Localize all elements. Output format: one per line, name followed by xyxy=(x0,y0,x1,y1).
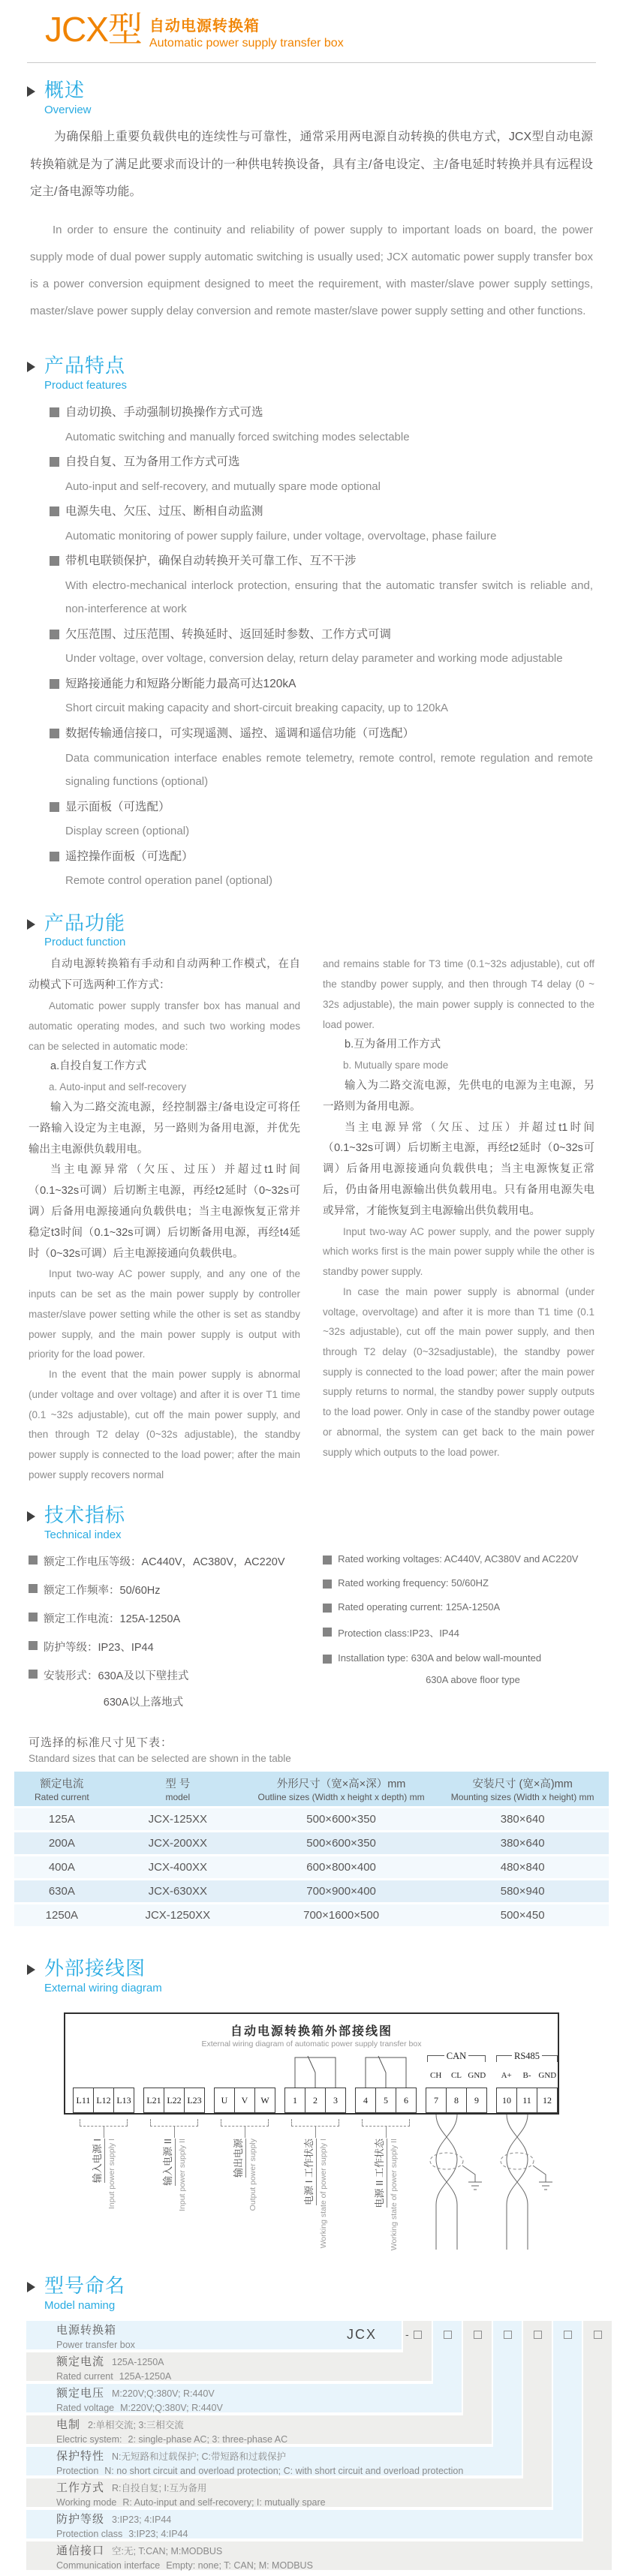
terminal: W xyxy=(254,2088,275,2113)
technical-text: 防护等级：IP23、IP44 xyxy=(44,1642,154,1655)
technical-item xyxy=(323,1625,594,1640)
table-intro-zh: 可选择的标准尺寸见下表： xyxy=(29,1736,173,1750)
feature-item xyxy=(50,672,593,697)
terminal-group-state2 xyxy=(355,2088,417,2113)
header-zh: 外形尺寸（宽×高×深）mm xyxy=(276,1778,406,1791)
cell-model: JCX-1250XX xyxy=(110,1904,246,1927)
header-en: model xyxy=(165,1792,191,1803)
model-code-box-icon xyxy=(594,2331,602,2339)
naming-desc-zh: 125A-1250A xyxy=(112,2357,164,2368)
wiring-label-en: Input power supply II xyxy=(178,2139,188,2212)
wiring-label-en: Working state of power supply II xyxy=(390,2139,399,2251)
bullet-square-icon xyxy=(50,407,59,417)
naming-desc-en: 125A-1250A xyxy=(119,2370,172,2382)
header-zh: 额定电流 xyxy=(40,1778,84,1791)
section-titles xyxy=(44,355,127,392)
feature-item xyxy=(50,500,593,525)
cell-model: JCX-200XX xyxy=(110,1832,246,1856)
table-row xyxy=(14,1808,609,1832)
naming-desc-zh: M:220V;Q:380V; R:440V xyxy=(112,2388,215,2400)
wiring-diagram-title-zh: 自动电源转换箱外部接线图 xyxy=(230,2025,393,2039)
terminal-group-state1 xyxy=(284,2088,346,2113)
technical-item xyxy=(323,1577,594,1589)
section-titles xyxy=(44,80,92,116)
section-naming-heading xyxy=(27,2275,623,2312)
naming-label-zh: 电制 xyxy=(56,2418,81,2432)
naming-label-zh: 额定电压 xyxy=(56,2387,105,2400)
naming-row-mode xyxy=(26,2478,552,2507)
section-arrow-icon xyxy=(27,919,35,930)
header-zh: 安装尺寸 (宽×高)mm xyxy=(472,1778,573,1791)
function-column-left xyxy=(29,954,300,1485)
header-en: Rated current xyxy=(35,1792,89,1803)
technical-text-line2: 630A以上落地式 xyxy=(103,1697,184,1709)
technical-item xyxy=(29,1667,323,1709)
technical-text xyxy=(44,1667,188,1709)
feature-text-en: Auto-input and self-recovery, and mutually spare mode optional xyxy=(65,479,381,493)
bullet-square-icon xyxy=(29,1641,38,1650)
naming-strip xyxy=(583,2321,612,2541)
bullet-square-icon xyxy=(323,1655,332,1664)
group-bracket-icon xyxy=(221,2119,269,2127)
lead-line xyxy=(174,2127,175,2138)
bullet-square-icon xyxy=(323,1556,332,1565)
terminal: 4 xyxy=(355,2088,376,2113)
cell-mounting-size: 500×450 xyxy=(436,1904,609,1927)
cell-model: JCX-125XX xyxy=(110,1808,246,1832)
terminal: L13 xyxy=(113,2088,134,2113)
bullet-square-icon xyxy=(50,457,59,467)
naming-desc-zh: R:自投自复; I:互为备用 xyxy=(112,2483,207,2494)
section-title-en: External wiring diagram xyxy=(44,1982,162,1995)
terminal: L22 xyxy=(164,2088,185,2113)
naming-desc-en: N: no short circuit and overload protection; C: with short circuit and overload protection xyxy=(104,2465,464,2476)
product-title-zh: 自动电源转换箱 xyxy=(149,18,260,35)
feature-item xyxy=(50,450,593,475)
terminal: 10 xyxy=(496,2088,517,2113)
section-features-heading xyxy=(27,355,623,392)
function-paragraph: Automatic power supply transfer box has manual and automatic operating modes, and such two working modes can be selected in automatic mode: xyxy=(29,1000,300,1052)
section-overview-heading xyxy=(27,80,623,116)
terminal: 9 xyxy=(466,2088,487,2113)
technical-text: Rated working frequency: 50/60HZ xyxy=(338,1577,489,1589)
naming-label-en: Protection xyxy=(56,2465,99,2476)
section-titles xyxy=(44,1958,162,1994)
table-row xyxy=(14,1856,609,1880)
cell-outline-size: 700×1600×500 xyxy=(246,1904,436,1927)
feature-item xyxy=(50,623,593,648)
wiring-label-output xyxy=(232,2139,259,2266)
naming-desc-en: 3:IP23; 4:IP44 xyxy=(128,2528,188,2539)
bullet-square-icon xyxy=(29,1670,38,1679)
wiring-label-input1 xyxy=(91,2139,118,2266)
lead-line xyxy=(315,2127,316,2138)
technical-text: 额定工作电压等级：AC440V，AC380V，AC220V xyxy=(44,1556,285,1569)
bullet-square-icon xyxy=(323,1604,332,1613)
function-paragraph: Input two-way AC power supply, and the power supply which works first is the main power supply while the other is standby power supply. xyxy=(323,1225,594,1278)
section-technical-heading xyxy=(27,1504,623,1541)
naming-label-zh: 保护特性 xyxy=(56,2450,105,2463)
function-paragraph: Input two-way AC power supply, and any one of the inputs can be set as the main power supply by controller master/slave power setting while the other is set as standby power supply, and the main power supply is output with priority for the load power. xyxy=(29,1268,300,1360)
cell-outline-size: 500×600×350 xyxy=(246,1808,436,1832)
product-title-en: Automatic power supply transfer box xyxy=(149,37,344,50)
naming-desc-en: R: Auto-input and self-recovery; I: mutually spare xyxy=(122,2496,326,2508)
table-intro-en: Standard sizes that can be selected are shown in the table xyxy=(29,1753,291,1765)
terminal: 7 xyxy=(426,2088,447,2113)
bullet-square-icon xyxy=(29,1556,38,1565)
terminal-group-input2 xyxy=(143,2088,205,2113)
wiring-label-en: Output power supply xyxy=(248,2139,258,2211)
terminal-group-output xyxy=(214,2088,275,2113)
model-code-box-icon xyxy=(414,2331,422,2339)
section-title-zh: 产品功能 xyxy=(44,911,126,934)
overview-paragraph-en: In order to ensure the continuity and reliability of power supply to important loads on board, the power supply mode of dual power supply automatic switching is usually used; JCX automatic power supply transfer box is a power conversion equipment designed to meet the requirement, with master/slave power supply settings, master/slave power supply delay conversion and remote master/slave power supply setting and other functions. xyxy=(30,224,593,318)
naming-label-zh: 通信接口 xyxy=(56,2544,105,2558)
technical-text: Rated operating current: 125A-1250A xyxy=(338,1601,501,1613)
feature-item xyxy=(50,401,593,425)
naming-desc-zh: 2:单相交流; 3:三相交流 xyxy=(88,2420,184,2431)
bullet-square-icon xyxy=(29,1584,38,1593)
section-titles xyxy=(44,1504,125,1541)
model-code-box-icon xyxy=(474,2331,482,2339)
feature-text-zh: 自投自复、互为备用工作方式可选 xyxy=(65,455,240,469)
cell-rated-current: 630A xyxy=(14,1880,110,1904)
wiring-label-zh: 输入电源 I xyxy=(92,2139,105,2183)
naming-row-current xyxy=(26,2352,432,2381)
wiring-label-state2 xyxy=(373,2139,400,2266)
bullet-square-icon xyxy=(50,506,59,516)
feature-text-en: Display screen (optional) xyxy=(65,825,190,838)
function-paragraph: 当主电源异常（欠压、过压）并超过t1时间（0.1~32s可调）后切断主电源，再经t2延时（0~32s可调）后备用电源接通向负载供电；当主电源恢复正常后，仍由备用电源输出供负载用电。只有备用电源失电或异常，才能恢复到主电源输出供负载用电。 xyxy=(323,1121,594,1217)
header-en: Mounting sizes (Width x height) mm xyxy=(450,1792,594,1803)
function-paragraph: In case the main power supply is abnormal (under voltage, overvoltage) and after it is more than T1 time (0.1 ~32s adjustable), cut off the main power supply, and then through T2 delay (0~32sadjustable), the standby power supply is connected to the load power; after the main power supply returns to normal, the standby power supply outputs to the load power. Only in case of the standby power outage or abnormal, the system can get back to the main power supply which outputs to the load power. xyxy=(323,1285,594,1458)
function-paragraph: a. Auto-input and self-recovery xyxy=(49,1081,187,1093)
pin-label: B- xyxy=(522,2071,531,2081)
section-title-zh: 技术指标 xyxy=(44,1504,126,1527)
pin-label: GND xyxy=(468,2071,486,2081)
table-header-cell xyxy=(436,1772,609,1808)
technical-item xyxy=(323,1601,594,1613)
function-paragraph: b.互为备用工作方式 xyxy=(345,1039,441,1051)
wiring-label-en: Input power supply I xyxy=(107,2139,117,2210)
bracket-right-icon xyxy=(468,2055,486,2062)
bullet-square-icon xyxy=(50,630,59,639)
header-zh: 型 号 xyxy=(165,1778,191,1791)
naming-label-zh: 防护等级 xyxy=(56,2513,105,2526)
section-title-en: Product features xyxy=(44,379,128,392)
terminal: 12 xyxy=(537,2088,558,2113)
bracket-left-icon xyxy=(427,2055,444,2062)
feature-text-zh: 短路接通能力和短路分断能力最高可达120kA xyxy=(65,677,296,690)
terminal: L21 xyxy=(143,2088,164,2113)
header-en: Outline sizes (Width x height x depth) mm xyxy=(257,1792,425,1803)
cell-mounting-size: 580×940 xyxy=(436,1880,609,1904)
cell-outline-size: 700×900×400 xyxy=(246,1880,436,1904)
group-bracket-icon xyxy=(291,2119,339,2127)
section-title-zh: 产品特点 xyxy=(44,354,126,377)
naming-label-zh: 电源转换箱 xyxy=(56,2324,117,2337)
bullet-square-icon xyxy=(50,679,59,689)
wiring-label-zh: 电源 I 工作状态 xyxy=(303,2139,317,2205)
section-title-en: Overview xyxy=(44,103,92,116)
wiring-label-input2 xyxy=(161,2139,188,2266)
section-arrow-icon xyxy=(27,1964,35,1975)
technical-text: Rated working voltages: AC440V, AC380V and AC220V xyxy=(338,1553,579,1565)
naming-desc-zh: N:无短路和过载保护; C:带短路和过载保护 xyxy=(112,2451,286,2463)
bullet-square-icon xyxy=(323,1628,332,1637)
feature-text-en: Automatic monitoring of power supply failure, under voltage, overvoltage, phase failure xyxy=(65,529,497,543)
technical-item xyxy=(323,1652,594,1685)
terminal-group-rs485 xyxy=(496,2088,558,2113)
terminal: U xyxy=(214,2088,235,2113)
cell-outline-size: 500×600×350 xyxy=(246,1832,436,1856)
cell-rated-current: 1250A xyxy=(14,1904,110,1927)
technical-column-right xyxy=(323,1553,594,1722)
can-label: CAN xyxy=(446,2051,467,2062)
naming-label-en: Electric system: xyxy=(56,2433,122,2445)
group-bracket-icon xyxy=(362,2119,410,2127)
cell-rated-current: 125A xyxy=(14,1808,110,1832)
terminal: 11 xyxy=(516,2088,537,2113)
feature-item xyxy=(50,549,593,574)
section-arrow-icon xyxy=(27,2282,35,2292)
table-row xyxy=(14,1904,609,1927)
overview-paragraph-zh: 为确保船上重要负载供电的连续性与可靠性，通常采用两电源自动转换的供电方式，JCX型自动电源转换箱就是为了满足此要求而设计的一种供电转换设备，具有主/备电设定、主/备电延时转换并具有远程设定主/备电源等功能。 xyxy=(30,130,593,199)
naming-row-comm xyxy=(26,2541,612,2570)
rs485-bracket xyxy=(496,2051,558,2062)
twisted-pair-cable-icon xyxy=(496,2115,571,2250)
bullet-square-icon xyxy=(50,802,59,812)
header-divider xyxy=(27,62,596,63)
technical-text-line1: Installation type: 630A and below wall-mounted xyxy=(338,1652,542,1664)
terminal: L11 xyxy=(73,2088,94,2113)
cell-rated-current: 200A xyxy=(14,1832,110,1856)
bracket-right-icon xyxy=(542,2055,558,2062)
pin-label: GND xyxy=(538,2071,557,2081)
feature-text-en: Short circuit making capacity and short-circuit breaking capacity, up to 120kA xyxy=(65,702,448,715)
naming-label-en: Rated voltage xyxy=(56,2402,115,2413)
group-bracket-icon xyxy=(80,2119,128,2127)
function-columns xyxy=(29,954,594,1485)
technical-text: 额定工作频率：50/60Hz xyxy=(44,1585,161,1598)
cell-rated-current: 400A xyxy=(14,1856,110,1880)
section-title-zh: 型号命名 xyxy=(44,2274,126,2298)
naming-label-en: Power transfer box xyxy=(56,2339,135,2350)
can-bracket xyxy=(427,2051,486,2062)
function-column-right xyxy=(323,954,594,1485)
naming-desc-en: Empty: none; T: CAN; M: MODBUS xyxy=(166,2559,313,2571)
section-title-zh: 外部接线图 xyxy=(44,1957,146,1980)
terminal: 6 xyxy=(396,2088,417,2113)
technical-text xyxy=(338,1652,541,1685)
feature-text-zh: 自动切换、手动强制切换操作方式可选 xyxy=(65,406,263,419)
technical-item xyxy=(29,1639,323,1655)
wiring-label-zh: 输入电源 II xyxy=(162,2139,176,2186)
bullet-square-icon xyxy=(29,1613,38,1622)
function-paragraph: 输入为二路交流电源，先供电的电源为主电源，另一路则为备用电源。 xyxy=(323,1079,594,1113)
terminal: 3 xyxy=(325,2088,346,2113)
table-row xyxy=(14,1880,609,1904)
pin-label: CL xyxy=(450,2071,462,2081)
rs485-label: RS485 xyxy=(513,2051,540,2062)
naming-row-product xyxy=(26,2321,402,2349)
naming-row-protection xyxy=(26,2447,522,2475)
naming-label-en: Working mode xyxy=(56,2496,117,2508)
bracket-left-icon xyxy=(496,2055,512,2062)
pin-label: CH xyxy=(430,2071,442,2081)
feature-text-en: With electro-mechanical interlock protection, ensuring that the automatic transfer switch is reliable and, non-interference at work xyxy=(65,579,593,616)
terminal: L12 xyxy=(93,2088,114,2113)
naming-label-en: Rated current xyxy=(56,2370,113,2382)
cell-outline-size: 600×800×400 xyxy=(246,1856,436,1880)
can-pin-labels xyxy=(426,2071,487,2080)
naming-desc-en: 2: single-phase AC; 3: three-phase AC xyxy=(128,2433,288,2445)
feature-text-zh: 数据传输通信接口，可实现遥测、遥控、遥调和遥信功能（可选配） xyxy=(65,726,415,740)
technical-column-left xyxy=(29,1553,323,1722)
cell-model: JCX-400XX xyxy=(110,1856,246,1880)
lead-line xyxy=(386,2127,387,2138)
group-bracket-icon xyxy=(150,2119,198,2127)
feature-text-en: Data communication interface enables remote telemetry, remote control, remote regulation and remote signaling functions (optional) xyxy=(65,751,593,788)
model-dash: - xyxy=(405,2328,409,2341)
model-code-box-icon xyxy=(534,2331,542,2339)
terminal: 1 xyxy=(284,2088,305,2113)
cell-mounting-size: 380×640 xyxy=(436,1808,609,1832)
table-header-cell xyxy=(110,1772,246,1808)
rs485-pin-labels xyxy=(496,2071,558,2080)
technical-item xyxy=(29,1553,323,1569)
naming-row-voltage xyxy=(26,2384,462,2412)
page-header xyxy=(0,0,623,50)
section-function-heading xyxy=(27,912,623,949)
technical-text-line1: 安装形式：630A及以下壁挂式 xyxy=(44,1670,189,1683)
section-title-en: Model naming xyxy=(44,2299,116,2313)
cell-mounting-size: 480×840 xyxy=(436,1856,609,1880)
naming-strip xyxy=(553,2321,582,2510)
technical-item xyxy=(29,1610,323,1626)
section-arrow-icon xyxy=(27,86,35,97)
feature-text-en: Remote control operation panel (optional) xyxy=(65,874,272,888)
table-header xyxy=(14,1772,609,1808)
table-row xyxy=(14,1832,609,1856)
technical-columns xyxy=(29,1553,594,1722)
table-header-cell xyxy=(14,1772,110,1808)
naming-label-en: Protection class xyxy=(56,2528,123,2539)
section-arrow-icon xyxy=(27,1511,35,1522)
model-prefix: JCX xyxy=(347,2327,378,2343)
cell-mounting-size: 380×640 xyxy=(436,1832,609,1856)
naming-strip xyxy=(523,2321,552,2478)
technical-text-line2: 630A above floor type xyxy=(426,1674,520,1686)
naming-row-ip xyxy=(26,2510,582,2538)
technical-item xyxy=(29,1582,323,1598)
feature-text-zh: 显示面板（可选配） xyxy=(65,800,170,813)
terminal: 2 xyxy=(305,2088,326,2113)
feature-item xyxy=(50,845,593,870)
terminal: V xyxy=(234,2088,255,2113)
terminal-group-input1 xyxy=(73,2088,134,2113)
wiring-label-state1 xyxy=(302,2139,330,2266)
naming-strip xyxy=(493,2321,522,2447)
relay-contact-icon xyxy=(284,2051,346,2088)
model-naming-diagram xyxy=(0,2321,623,2576)
naming-label-zh: 工作方式 xyxy=(56,2481,105,2495)
bullet-square-icon xyxy=(50,852,59,861)
feature-text-zh: 电源失电、欠压、过压、断相自动监测 xyxy=(65,505,263,519)
naming-desc-zh: 空:无; T:CAN; M:MODBUS xyxy=(112,2546,223,2557)
pin-label: A+ xyxy=(501,2071,512,2081)
model-code-box-icon xyxy=(504,2331,512,2339)
section-title-en: Product function xyxy=(44,936,126,949)
wiring-label-en: Working state of power supply I xyxy=(319,2139,329,2249)
bullet-square-icon xyxy=(50,729,59,738)
wiring-diagram xyxy=(0,2008,623,2272)
relay-contact-icon xyxy=(355,2051,417,2088)
section-title-zh: 概述 xyxy=(44,79,86,101)
naming-label-zh: 额定电流 xyxy=(56,2355,105,2369)
model-title: JCX型 xyxy=(45,10,142,49)
section-arrow-icon xyxy=(27,362,35,372)
technical-text: 额定工作电流：125A-1250A xyxy=(44,1613,181,1626)
bullet-square-icon xyxy=(50,556,59,566)
function-paragraph: and remains stable for T3 time (0.1~32s adjustable), cut off the standby power supply, and then through T4 delay (0 ~ 32s adjustable), the main power supply is connected to the load power. xyxy=(323,958,594,1030)
feature-text-zh: 遥控操作面板（可选配） xyxy=(65,849,194,863)
function-paragraph: b. Mutually spare mode xyxy=(343,1060,449,1072)
terminal-group-can xyxy=(426,2088,487,2113)
feature-item xyxy=(50,795,593,820)
terminal: 5 xyxy=(375,2088,396,2113)
naming-desc-en: M:220V;Q:380V; R:440V xyxy=(120,2402,223,2413)
standard-sizes-table xyxy=(14,1772,609,1926)
model-code-box-icon xyxy=(564,2331,572,2339)
feature-text-zh: 欠压范围、过压范围、转换延时、返回延时参数、工作方式可调 xyxy=(65,627,392,641)
function-paragraph: a.自投自复工作方式 xyxy=(50,1060,147,1073)
feature-text-zh: 带机电联锁保护，确保自动转换开关可靠工作、互不干涉 xyxy=(65,555,357,568)
feature-text-en: Under voltage, over voltage, conversion delay, return delay parameter and working mode adjustable xyxy=(65,652,563,666)
section-titles xyxy=(44,2275,125,2312)
naming-label-en: Communication interface xyxy=(56,2559,161,2571)
function-paragraph: 输入为二路交流电源，经控制器主/备电设定可将任一路输入设定为主电源，另一路则为备用电源，并优先输出主电源供负载用电。 xyxy=(29,1101,300,1156)
wiring-diagram-title-en: External wiring diagram of automatic power supply transfer box xyxy=(201,2039,422,2049)
wiring-label-zh: 电源 II 工作状态 xyxy=(374,2139,387,2208)
wiring-label-zh: 输出电源 xyxy=(233,2139,246,2178)
section-wiring-heading xyxy=(27,1958,623,1994)
table-header-cell xyxy=(246,1772,436,1808)
function-paragraph: 当主电源异常（欠压、过压）并超过t1时间（0.1~32s可调）后切断主电源，再经t2延时（0~32s可调）后备用电源接通向负载供电；当主电源恢复正常并稳定t3时间（0.1~32s可调）后切断备用电源，再经t4延时（0~32s可调）后主电源接通向负载供电。 xyxy=(29,1164,300,1260)
naming-desc-zh: 3:IP23; 4:IP44 xyxy=(112,2514,172,2526)
terminal: 8 xyxy=(446,2088,467,2113)
technical-text: Protection class:IP23、IP44 xyxy=(338,1628,459,1640)
feature-item xyxy=(50,722,593,747)
function-paragraph: In the event that the main power supply is abnormal (under voltage and over voltage) and after it is over T1 time (0.1 ~32s adjustable), cut off the main power supply, and then through T2 delay (0~32s adjustable), the standby power supply is connected to the load power; after the main power supply recovers normal xyxy=(29,1369,300,1480)
technical-item xyxy=(323,1553,594,1565)
features-list xyxy=(0,401,623,892)
feature-text-en: Automatic switching and manually forced switching modes selectable xyxy=(65,430,410,443)
cell-model: JCX-630XX xyxy=(110,1880,246,1904)
section-title-en: Technical index xyxy=(44,1528,122,1542)
product-title-block xyxy=(149,14,344,50)
twisted-pair-cable-icon xyxy=(426,2115,501,2250)
section-titles xyxy=(44,912,125,949)
model-code-box-icon xyxy=(444,2331,452,2339)
terminal: L23 xyxy=(184,2088,205,2113)
function-paragraph: 自动电源转换箱有手动和自动两种工作模式，在自动模式下可选两种工作方式： xyxy=(29,958,300,992)
bullet-square-icon xyxy=(323,1580,332,1589)
naming-row-system xyxy=(26,2415,492,2444)
